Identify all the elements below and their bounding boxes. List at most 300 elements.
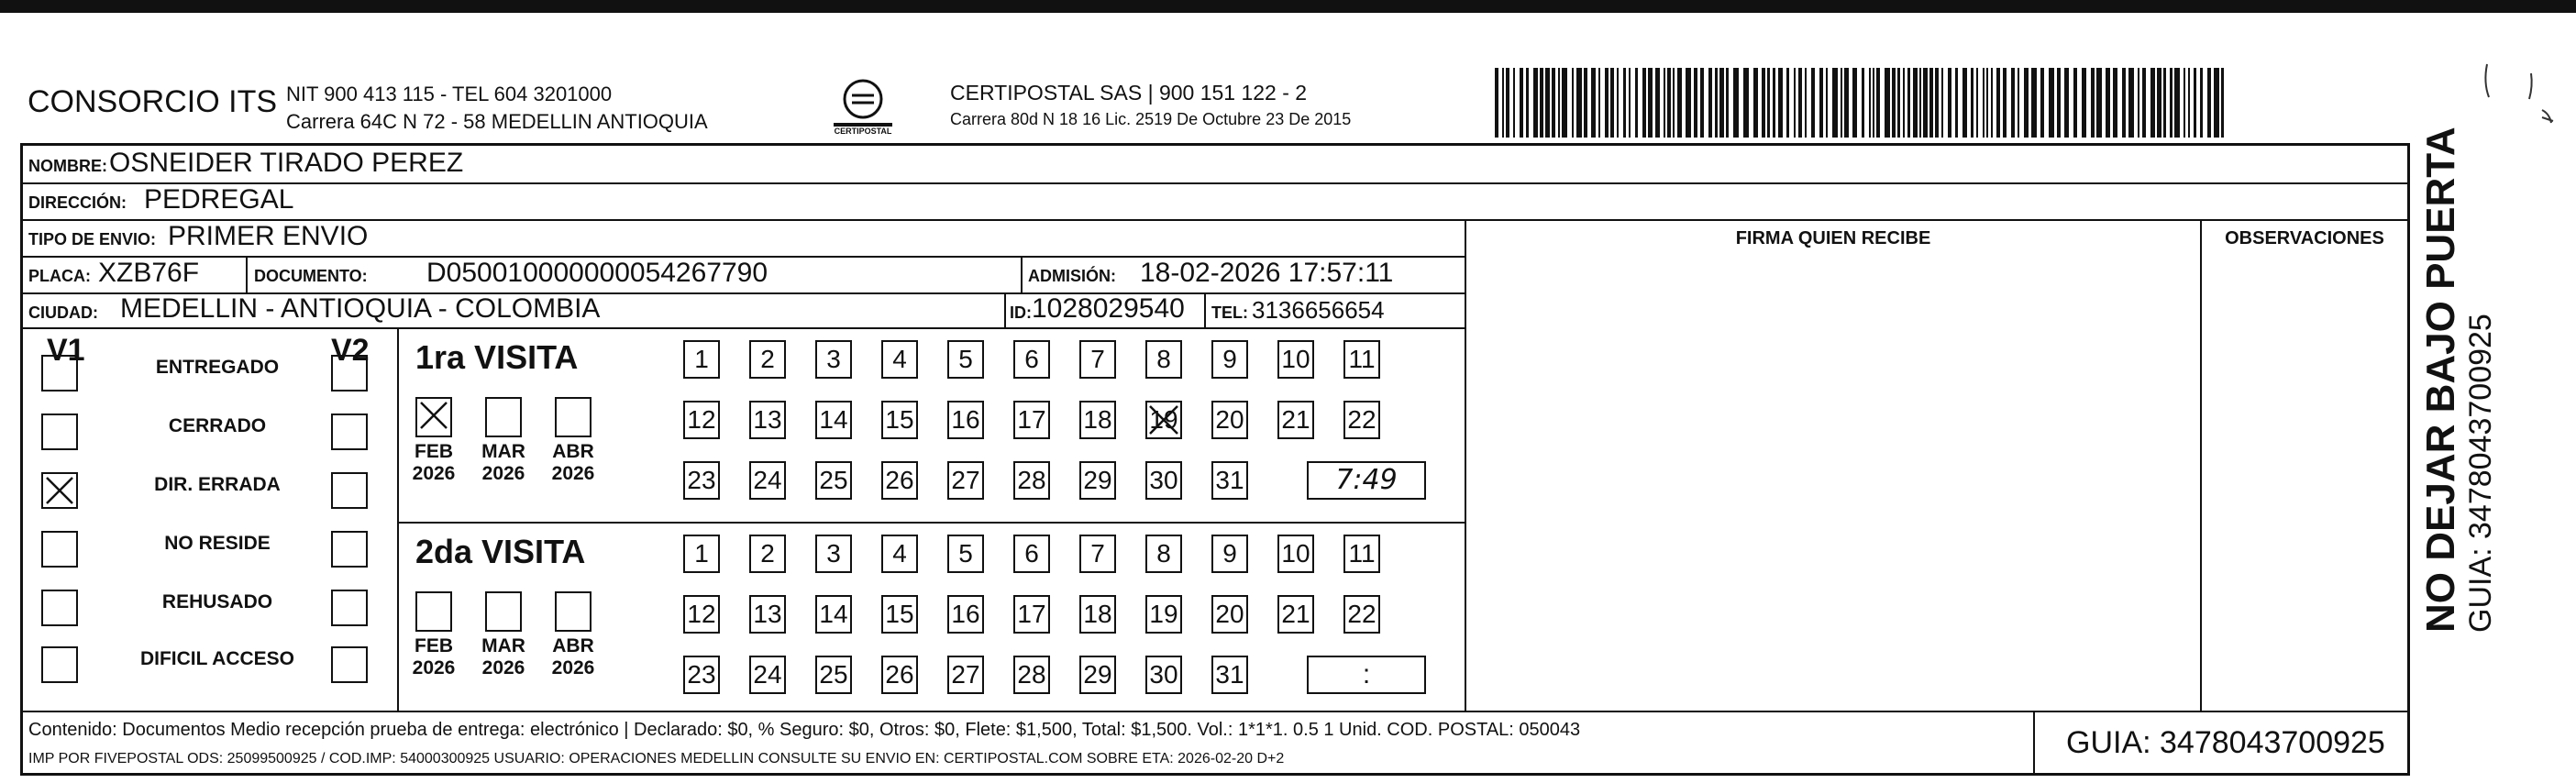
visit-title: 1ra VISITA [415, 338, 579, 376]
day-box[interactable] [947, 461, 984, 500]
day-number: 29 [1083, 660, 1112, 689]
tel-label: TEL: [1211, 303, 1248, 322]
barcode-bar [1907, 68, 1910, 138]
month-year: 2026 [412, 463, 456, 484]
day-box[interactable] [1343, 401, 1380, 439]
barcode-bar [1584, 68, 1587, 138]
barcode-bar [1876, 68, 1880, 138]
day-box[interactable] [1277, 401, 1314, 439]
day-number: 9 [1222, 539, 1237, 568]
day-number: 14 [819, 600, 848, 628]
barcode-bar [1495, 68, 1498, 138]
month-checkbox[interactable] [415, 591, 452, 632]
v1-checkbox[interactable] [41, 355, 78, 392]
day-box[interactable] [683, 461, 720, 500]
barcode-bar [1520, 68, 1523, 138]
day-box[interactable] [1145, 656, 1182, 694]
day-box[interactable] [1211, 340, 1248, 379]
day-number: 1 [694, 345, 709, 373]
month-label [406, 441, 461, 485]
barcode-bar [2096, 68, 2102, 138]
v1-checkbox[interactable] [41, 590, 78, 626]
barcode-bar [1805, 68, 1807, 138]
barcode-bar [1852, 68, 1857, 138]
barcode-bar [1655, 68, 1660, 138]
barcode-bar [1610, 68, 1614, 138]
barcode-bar [1844, 68, 1849, 138]
month-name: MAR [481, 441, 525, 462]
day-box[interactable] [1343, 595, 1380, 634]
day-number: 8 [1156, 345, 1171, 373]
delivery-form [20, 143, 2410, 776]
day-box[interactable] [1277, 595, 1314, 634]
day-box[interactable] [1343, 340, 1380, 379]
day-number: 3 [826, 345, 841, 373]
day-box[interactable] [815, 656, 852, 694]
day-number: 17 [1017, 405, 1046, 434]
barcode-bar [2150, 68, 2155, 138]
col-divider [1204, 292, 1206, 327]
documento-value: D050010000000054267790 [426, 258, 768, 288]
day-number: 17 [1017, 600, 1046, 628]
barcode-bar [1923, 68, 1928, 138]
day-box[interactable] [683, 401, 720, 439]
barcode-bar [1506, 68, 1509, 138]
placa-label: PLACA: [28, 267, 91, 285]
barcode-bar [1743, 68, 1749, 138]
barcode-bar [1708, 68, 1712, 138]
day-number: 9 [1222, 345, 1237, 373]
company-nit [286, 81, 708, 136]
observaciones-header: OBSERVACIONES [2225, 228, 2384, 248]
month-checkbox[interactable] [555, 397, 591, 437]
barcode-bar [2184, 68, 2185, 138]
barcode-bar [1677, 68, 1682, 138]
day-box[interactable] [683, 656, 720, 694]
id-value: 1028029540 [1032, 293, 1185, 324]
barcode-bar [1598, 68, 1600, 138]
barcode-bar [1694, 68, 1697, 138]
barcode-bar [1976, 68, 1978, 138]
col-divider [246, 256, 248, 292]
barcode-bar [1591, 68, 1596, 138]
v1-checkbox[interactable] [41, 646, 78, 683]
v2-header: V2 [331, 333, 370, 368]
barcode-bar [1832, 68, 1838, 138]
barcode-bar [1700, 68, 1704, 138]
barcode-bar [2138, 68, 2139, 138]
day-number: 24 [753, 466, 782, 494]
direccion-label: DIRECCIÓN: [28, 193, 127, 212]
day-box[interactable] [749, 461, 786, 500]
day-number: 12 [687, 600, 716, 628]
day-number: 20 [1215, 405, 1244, 434]
day-number: 22 [1347, 600, 1376, 628]
barcode-bar [2142, 68, 2146, 138]
v1-checkbox[interactable] [41, 472, 78, 509]
day-number: 16 [951, 600, 980, 628]
day-number: 29 [1083, 466, 1112, 494]
day-number: 18 [1083, 600, 1112, 628]
barcode-bar [1562, 68, 1567, 138]
day-box[interactable] [1211, 401, 1248, 439]
month-label [476, 635, 531, 679]
barcode-bar [1526, 68, 1529, 138]
month-year: 2026 [551, 657, 595, 678]
day-number: 1 [694, 539, 709, 568]
barcode-bar [2049, 68, 2054, 138]
day-box[interactable] [815, 461, 852, 500]
barcode-bar [1605, 68, 1609, 138]
documento-label: DOCUMENTO: [254, 267, 368, 285]
row-divider [23, 182, 2407, 184]
barcode-bar [1983, 68, 1985, 138]
barcode-bar [1667, 68, 1671, 138]
day-box[interactable] [1013, 401, 1050, 439]
barcode-bar [1623, 68, 1626, 138]
barcode-bar [1502, 68, 1504, 138]
day-number: 25 [819, 660, 848, 689]
day-number: 5 [958, 345, 973, 373]
admision-value: 18-02-2026 17:57:11 [1140, 258, 1394, 288]
day-number: 26 [885, 660, 914, 689]
barcode-bar [1617, 68, 1619, 138]
barcode-bar [2113, 68, 2117, 138]
margin-scribble [2476, 55, 2568, 156]
barcode-bar [2024, 68, 2029, 138]
placa-value: XZB76F [98, 258, 200, 288]
status-option-label: DIR. ERRADA [154, 474, 281, 495]
day-number: 31 [1215, 466, 1244, 494]
day-number: 4 [892, 539, 907, 568]
status-option-label: ENTREGADO [155, 357, 280, 378]
day-box[interactable] [815, 340, 852, 379]
day-number: 16 [951, 405, 980, 434]
firma-header: FIRMA QUIEN RECIBE [1735, 228, 1931, 248]
barcode [1495, 68, 2228, 138]
barcode-bar [2207, 68, 2211, 138]
day-number: 7 [1090, 539, 1105, 568]
barcode-bar [2157, 68, 2161, 138]
day-box[interactable] [1079, 461, 1116, 500]
day-box[interactable] [1013, 461, 1050, 500]
month-name: ABR [552, 635, 594, 656]
time-field[interactable]: 7:49 [1307, 461, 1426, 500]
month-year: 2026 [412, 657, 456, 678]
barcode-bar [1948, 68, 1951, 138]
day-box[interactable] [1079, 401, 1116, 439]
month-checkbox[interactable] [555, 591, 591, 632]
barcode-bar [1862, 68, 1864, 138]
day-box[interactable] [815, 535, 852, 573]
day-box[interactable] [749, 401, 786, 439]
day-number: 28 [1017, 466, 1046, 494]
row-divider [397, 522, 1465, 524]
day-number: 19 [1149, 600, 1178, 628]
day-number: 21 [1281, 600, 1310, 628]
v2-checkbox[interactable] [331, 531, 368, 568]
barcode-bar [1767, 68, 1770, 138]
barcode-bar [1572, 68, 1574, 138]
v2-checkbox[interactable] [331, 590, 368, 626]
day-number: 13 [753, 600, 782, 628]
col-divider [2033, 711, 2035, 773]
day-box[interactable] [749, 340, 786, 379]
month-checkbox[interactable] [415, 397, 452, 437]
day-number: 27 [951, 466, 980, 494]
day-box[interactable] [947, 401, 984, 439]
day-number: 7 [1090, 345, 1105, 373]
day-box[interactable] [947, 340, 984, 379]
barcode-bar [2163, 68, 2166, 138]
side-guia: GUIA: 3478043700925 [2463, 314, 2498, 633]
barcode-bar [1971, 68, 1973, 138]
day-number: 30 [1149, 466, 1178, 494]
v2-checkbox[interactable] [331, 646, 368, 683]
barcode-bar [1552, 68, 1555, 138]
day-box[interactable] [881, 401, 918, 439]
month-label [546, 441, 601, 485]
barcode-bar [1794, 68, 1796, 138]
day-number: 4 [892, 345, 907, 373]
barcode-bar [1919, 68, 1921, 138]
day-cross-mark [1147, 403, 1180, 437]
day-number: 10 [1281, 345, 1310, 373]
day-number: 25 [819, 466, 848, 494]
barcode-bar [1935, 68, 1939, 138]
day-number: 22 [1347, 405, 1376, 434]
barcode-bar [1642, 68, 1646, 138]
barcode-bar [1986, 68, 1988, 138]
day-number: 23 [687, 466, 716, 494]
day-box[interactable] [1145, 461, 1182, 500]
day-number: 3 [826, 539, 841, 568]
visit-title: 2da VISITA [415, 533, 586, 570]
barcode-bar [1873, 68, 1874, 138]
status-option-label: CERRADO [168, 415, 267, 436]
barcode-bar [1897, 68, 1900, 138]
barcode-bar [2214, 68, 2219, 138]
day-box[interactable] [947, 535, 984, 573]
day-box[interactable] [1079, 535, 1116, 573]
day-box[interactable] [815, 595, 852, 634]
v1-checkbox[interactable] [41, 414, 78, 450]
status-option-label: DIFICIL ACCESO [139, 648, 294, 669]
barcode-bar [1513, 68, 1515, 138]
day-box[interactable] [1145, 401, 1182, 439]
day-box[interactable] [1343, 535, 1380, 573]
day-box[interactable] [815, 401, 852, 439]
day-box[interactable] [749, 535, 786, 573]
barcode-bar [1715, 68, 1718, 138]
day-box[interactable] [749, 595, 786, 634]
barcode-bar [1892, 68, 1896, 138]
barcode-bar [1913, 68, 1918, 138]
barcode-bar [1673, 68, 1675, 138]
nit-line-2: Carrera 64C N 72 - 58 MEDELLIN ANTIOQUIA [286, 110, 708, 133]
tel-value: 3136656654 [1252, 296, 1385, 324]
day-number: 6 [1024, 345, 1039, 373]
v2-checkbox[interactable] [331, 414, 368, 450]
barcode-bar [2003, 68, 2007, 138]
month-year: 2026 [481, 463, 525, 484]
barcode-bar [1545, 68, 1550, 138]
month-checkbox[interactable] [485, 591, 522, 632]
barcode-bar [1996, 68, 2000, 138]
month-year: 2026 [481, 657, 525, 678]
footer-content: Contenido: Documentos Medio recepción prueba de entrega: electrónico | Declarado: $0, % Seguro: $0, Otros: $0, Flete: $1,500, Total: $1,500. Vol.: 1*1*1. 0.5 1 Unid. COD. POSTAL: 050043 [28, 720, 1581, 740]
day-number: 23 [687, 660, 716, 689]
day-box[interactable] [881, 656, 918, 694]
day-number: 2 [760, 539, 775, 568]
side-notice [2419, 127, 2498, 633]
barcode-bar [2170, 68, 2172, 138]
day-box[interactable] [881, 595, 918, 634]
barcode-bar [1762, 68, 1765, 138]
col-divider [2200, 219, 2202, 711]
barcode-bar [1962, 68, 1967, 138]
day-number: 19 [1149, 405, 1178, 434]
day-box[interactable] [1013, 535, 1050, 573]
day-box[interactable] [749, 656, 786, 694]
day-number: 27 [951, 660, 980, 689]
day-box[interactable] [683, 535, 720, 573]
barcode-bar [2082, 68, 2086, 138]
month-label [546, 635, 601, 679]
month-name: FEB [415, 441, 453, 462]
day-number: 6 [1024, 539, 1039, 568]
barcode-bar [2200, 68, 2203, 138]
day-box[interactable] [1211, 656, 1248, 694]
month-checkbox[interactable] [485, 397, 522, 437]
day-number: 13 [753, 405, 782, 434]
tipo-envio-label: TIPO DE ENVIO: [28, 230, 157, 248]
barcode-bar [1941, 68, 1943, 138]
day-number: 21 [1281, 405, 1310, 434]
day-box[interactable] [683, 595, 720, 634]
day-box[interactable] [1211, 535, 1248, 573]
day-box[interactable] [1013, 595, 1050, 634]
barcode-bar [1576, 68, 1582, 138]
id-label: ID: [1010, 303, 1032, 322]
day-number: 28 [1017, 660, 1046, 689]
barcode-bar [2018, 68, 2019, 138]
day-box[interactable] [881, 340, 918, 379]
barcode-bar [1778, 68, 1783, 138]
direccion-value: PEDREGAL [144, 184, 294, 215]
barcode-bar [2122, 68, 2126, 138]
day-number: 20 [1215, 600, 1244, 628]
day-box[interactable] [1145, 535, 1182, 573]
barcode-bar [2174, 68, 2180, 138]
barcode-bar [1629, 68, 1631, 138]
barcode-bar [2106, 68, 2110, 138]
guia-number: GUIA: 3478043700925 [2066, 725, 2385, 760]
barcode-bar [1885, 68, 1890, 138]
barcode-bar [1664, 68, 1665, 138]
company-name: CONSORCIO ITS [28, 84, 278, 119]
day-box[interactable] [1145, 340, 1182, 379]
barcode-bar [1648, 68, 1653, 138]
time-field[interactable]: : [1307, 656, 1426, 694]
day-number: 12 [687, 405, 716, 434]
day-number: 10 [1281, 539, 1310, 568]
day-number: 8 [1156, 539, 1171, 568]
month-label [406, 635, 461, 679]
day-box[interactable] [1079, 340, 1116, 379]
barcode-bar [1955, 68, 1958, 138]
barcode-bar [1540, 68, 1543, 138]
barcode-bar [1719, 68, 1724, 138]
day-number: 30 [1149, 660, 1178, 689]
v2-checkbox[interactable] [331, 472, 368, 509]
day-box[interactable] [1013, 656, 1050, 694]
barcode-bar [1826, 68, 1828, 138]
barcode-bar [1726, 68, 1729, 138]
barcode-bar [1811, 68, 1815, 138]
col-divider [397, 327, 399, 711]
v1-checkbox[interactable] [41, 531, 78, 568]
day-number: 5 [958, 539, 973, 568]
nombre-label: NOMBRE: [28, 157, 107, 175]
month-name: ABR [552, 441, 594, 462]
barcode-bar [2040, 68, 2044, 138]
barcode-bar [1991, 68, 1993, 138]
ciudad-label: CIUDAD: [28, 303, 98, 322]
day-box[interactable] [1211, 461, 1248, 500]
day-number: 15 [885, 600, 914, 628]
barcode-bar [1533, 68, 1538, 138]
day-number: 24 [753, 660, 782, 689]
logo-text: CERTIPOSTAL [834, 127, 892, 136]
day-number: 2 [760, 345, 775, 373]
barcode-bar [2073, 68, 2077, 138]
row-divider [23, 327, 1465, 329]
day-box[interactable] [1079, 595, 1116, 634]
day-box[interactable] [881, 461, 918, 500]
day-box[interactable] [1211, 595, 1248, 634]
barcode-bar [1635, 68, 1638, 138]
day-box[interactable] [1145, 595, 1182, 634]
day-number: 18 [1083, 405, 1112, 434]
tipo-envio-value: PRIMER ENVIO [168, 221, 369, 251]
barcode-bar [2221, 68, 2224, 138]
barcode-bar [1798, 68, 1802, 138]
day-number: 26 [885, 466, 914, 494]
footer-print-info: IMP POR FIVEPOSTAL ODS: 25099500925 / COD.IMP: 54000300925 USUARIO: OPERACIONES MEDELLIN CONSULTE SU ENVIO EN: CERTIPOSTAL.COM SOBRE ETA: 2026-02-20 D+2 [28, 751, 1285, 766]
col-divider [1004, 292, 1006, 327]
day-box[interactable] [947, 595, 984, 634]
day-box[interactable] [1277, 535, 1314, 573]
day-box[interactable] [881, 535, 918, 573]
day-box[interactable] [683, 340, 720, 379]
v2-checkbox[interactable] [331, 355, 368, 392]
admision-label: ADMISIÓN: [1028, 267, 1116, 285]
top-edge-bar [0, 0, 2576, 13]
barcode-bar [2031, 68, 2037, 138]
day-box[interactable] [1013, 340, 1050, 379]
day-box[interactable] [947, 656, 984, 694]
day-number: 11 [1348, 345, 1376, 373]
barcode-bar [2057, 68, 2061, 138]
day-number: 14 [819, 405, 848, 434]
barcode-bar [2064, 68, 2069, 138]
barcode-bar [1903, 68, 1905, 138]
day-box[interactable] [1277, 340, 1314, 379]
day-box[interactable] [1079, 656, 1116, 694]
barcode-bar [2194, 68, 2196, 138]
status-option-label: NO RESIDE [164, 533, 271, 554]
